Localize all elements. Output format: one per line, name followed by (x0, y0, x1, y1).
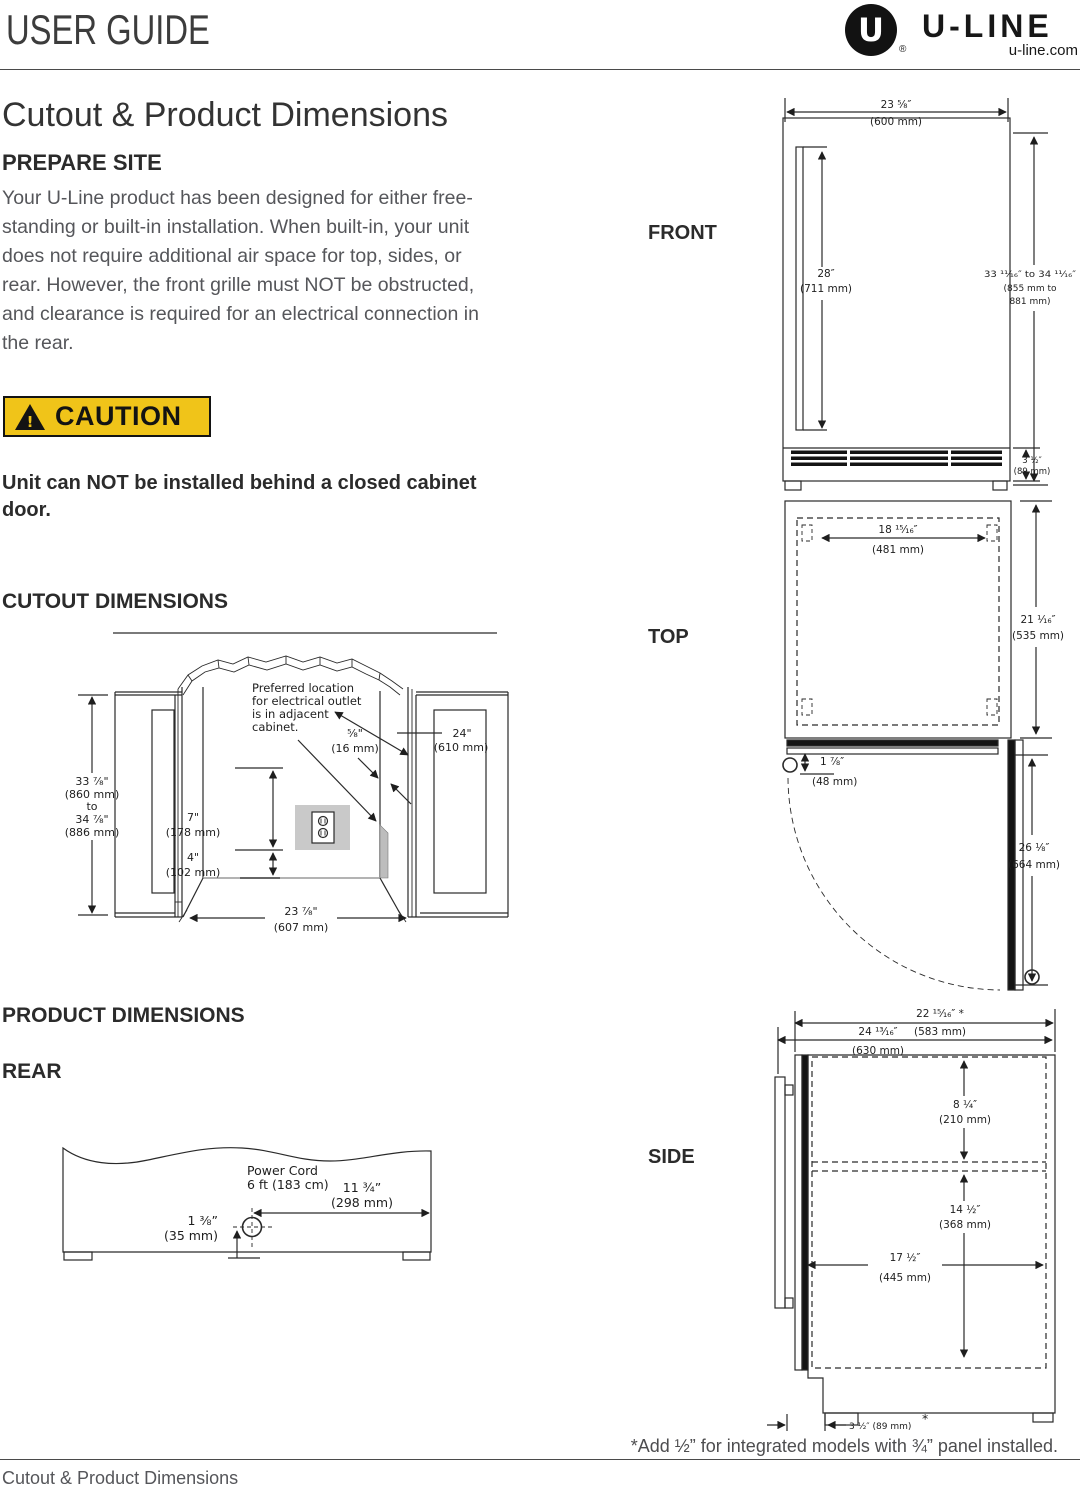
rear-view-label: REAR (2, 1060, 62, 1083)
gap-dim-inches: ⁵⁄₈" (347, 727, 363, 740)
outlet-note-line4: cabinet. (252, 720, 299, 734)
uline-logo-icon (845, 4, 897, 56)
warning-triangle-icon (14, 403, 46, 431)
grille-height-inches: 3 ½″ (1022, 456, 1042, 466)
upper-zone-inches: 8 ¼″ (952, 1099, 978, 1111)
cord-height-inches: 1 ⅜” (187, 1213, 218, 1228)
cord-offset-inches: 11 ¾” (342, 1180, 382, 1195)
front-view-label: FRONT (648, 222, 717, 244)
front-height-mm2: 881 mm) (1009, 297, 1051, 307)
outlet-note-line3: is in adjacent (252, 707, 329, 721)
cutout-width-inches: 23 ⁷⁄₈" (284, 905, 318, 918)
hinge-offset-mm: (48 mm) (812, 776, 858, 788)
side-depth1-inches: 22 ¹⁵⁄₁₆″ * (916, 1008, 964, 1020)
gap-dim-mm: (16 mm) (331, 742, 379, 755)
side-view-label: SIDE (648, 1146, 695, 1168)
registered-mark: ® (899, 44, 907, 55)
side-depth1-mm: (583 mm) (913, 1026, 967, 1038)
caution-label: CAUTION (55, 401, 182, 431)
interior-depth-mm: (445 mm) (878, 1272, 932, 1284)
front-width-inches: 23 ⁵⁄₈″ (880, 99, 912, 111)
upper-zone-mm: (210 mm) (938, 1114, 992, 1126)
front-height-range: 33 ¹¹⁄₁₆″ to 34 ¹¹⁄₁₆″ (984, 270, 1076, 280)
outlet-note-line1: Preferred location (252, 681, 355, 695)
door-swing-inches: 26 ⅛″ (1018, 842, 1050, 854)
top-inner-width-mm: (481 mm) (871, 544, 925, 556)
outlet-low-mm: (102 mm) (165, 866, 221, 879)
footer-divider (0, 1459, 1080, 1460)
cutout-height-line4: 34 ⁷⁄₈" (75, 813, 109, 826)
top-depth-mm: (535 mm) (1011, 630, 1065, 642)
prepare-site-heading: PREPARE SITE (2, 150, 162, 175)
handle-height-inches: 28″ (817, 268, 835, 280)
interior-depth-inches: 17 ½″ (889, 1252, 921, 1264)
header-divider (0, 69, 1080, 70)
front-dimensions (785, 98, 1076, 485)
front-width-mm: (600 mm) (869, 116, 923, 128)
top-diagram (620, 495, 1080, 1000)
cutout-height-line3: to (86, 800, 98, 813)
cutout-height-line1: 33 ⁷⁄₈" (75, 775, 109, 788)
side-diagram (620, 1000, 1080, 1440)
cabinet-depth-inches: 24" (452, 727, 472, 740)
cord-offset-mm: (298 mm) (331, 1195, 393, 1210)
rear-diagram (40, 1100, 520, 1340)
cutout-width-mm: (607 mm) (273, 921, 329, 934)
rear-dimensions (164, 1163, 429, 1258)
caution-banner (3, 396, 211, 437)
outlet-low-inches: 4" (186, 851, 200, 864)
top-structure (783, 501, 1039, 990)
cutout-height-line2: (860 mm) (64, 788, 120, 801)
footer-page-title: Cutout & Product Dimensions (2, 1468, 239, 1488)
cutout-dimensions-heading: CUTOUT DIMENSIONS (2, 590, 228, 613)
page-title: Cutout & Product Dimensions (2, 96, 448, 134)
toe-kick-dim: 3 ½″ (89 mm) (849, 1422, 912, 1432)
document-title: USER GUIDE (6, 6, 210, 53)
side-structure (775, 1055, 1055, 1425)
outlet-note-line2: for electrical outlet (252, 694, 362, 708)
lower-zone-inches: 14 ½″ (949, 1204, 981, 1216)
outlet-up-mm: (178 mm) (165, 826, 221, 839)
side-depth2-mm: (630 mm) (851, 1045, 905, 1057)
cutout-diagram (40, 625, 540, 955)
top-inner-width-inches: 18 ¹⁵⁄₁₆″ (878, 524, 918, 536)
grille-height-mm: (89 mm) (1013, 467, 1051, 477)
power-cord-label-line2: 6 ft (183 cm) (247, 1177, 329, 1192)
cutout-dimensions (65, 681, 489, 934)
cord-height-mm: (35 mm) (164, 1228, 218, 1243)
product-dimensions-heading: PRODUCT DIMENSIONS (2, 1004, 245, 1027)
front-height-mm1: (855 mm to (1003, 284, 1057, 294)
handle-height-mm: (711 mm) (799, 283, 853, 295)
caution-warning-text: Unit can NOT be installed behind a closed cabinet door. (2, 472, 477, 521)
uline-logo-letter: U (858, 11, 884, 49)
front-diagram (620, 85, 1080, 495)
power-cord-label-line1: Power Cord (247, 1163, 318, 1178)
door-swing-mm: (664 mm) (1007, 859, 1061, 871)
brand-website: u-line.com (1008, 42, 1078, 59)
toe-kick-star: * (922, 1411, 929, 1426)
top-depth-inches: 21 ¹⁄₁₆″ (1020, 614, 1056, 626)
outlet-up-inches: 7" (186, 811, 200, 824)
lower-zone-mm: (368 mm) (938, 1219, 992, 1231)
integrated-models-footnote: *Add ½” for integrated models with ¾” panel installed. (630, 1436, 1058, 1456)
warning-exclaim: ! (26, 412, 34, 431)
brand-wordmark: U-LINE (922, 8, 1053, 44)
hinge-offset-inches: 1 ⅞″ (820, 756, 845, 768)
side-depth2-inches: 24 ¹³⁄₁₆″ (858, 1026, 898, 1038)
cutout-height-line5: (886 mm) (64, 826, 120, 839)
outlet-symbol (295, 805, 350, 850)
cabinet-depth-mm: (610 mm) (433, 741, 489, 754)
prepare-site-paragraph: Your U-Line product has been designed for either free-standing or built-in installation. When built-in, your unit does not require additional air space for top, sides, or rear. However, the front grille must NOT be obstructed, and clearance is required for an electrical connection in the rear. (2, 187, 479, 354)
front-structure (783, 118, 1010, 490)
top-view-label: TOP (648, 626, 689, 648)
